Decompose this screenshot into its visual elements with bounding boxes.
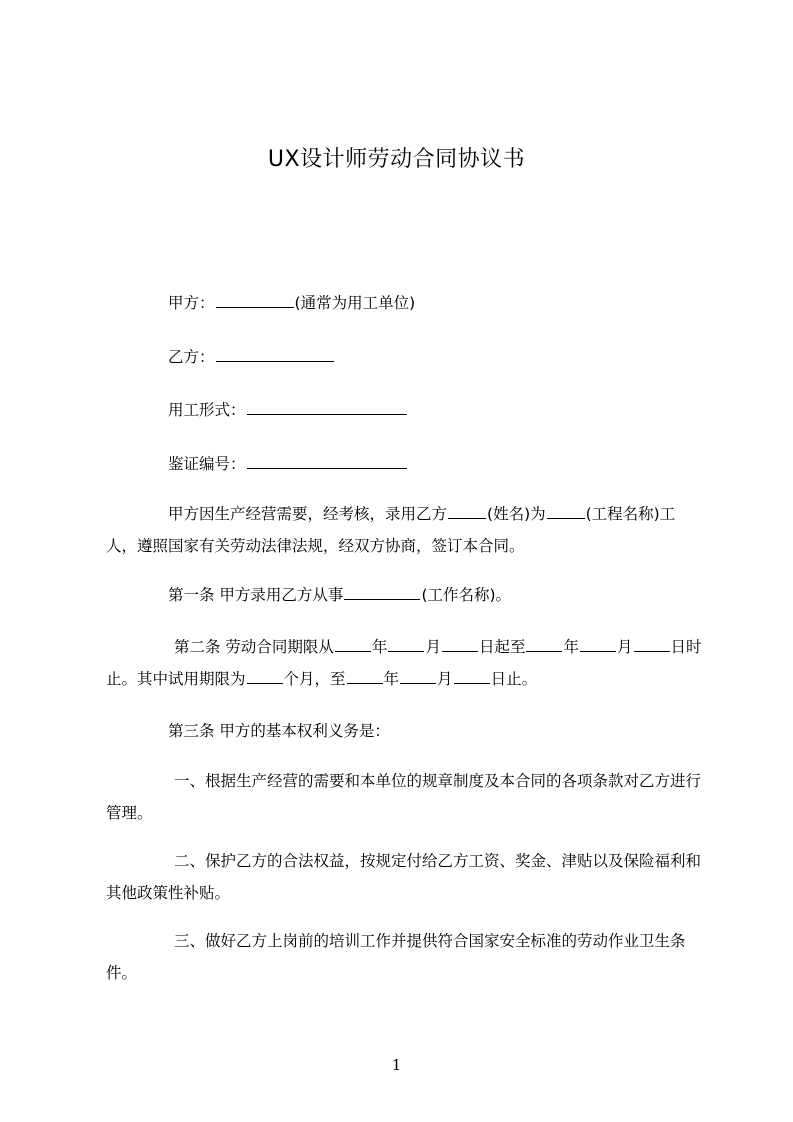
- certification-no-field: [168, 452, 408, 474]
- probation-end-day-blank[interactable]: [454, 668, 490, 684]
- page-number: 1: [391, 1056, 402, 1074]
- intro-text-1: 甲方因生产经营需要，经考核，录用乙方: [168, 505, 448, 523]
- party-b-blank[interactable]: [216, 346, 334, 362]
- article-2-text-10: 月: [437, 670, 453, 688]
- party-b-label: 乙方：: [168, 348, 215, 366]
- article-2-text-9: 年: [383, 670, 400, 688]
- party-a-note: (通常为用工单位): [294, 294, 416, 312]
- certification-no-blank[interactable]: [247, 453, 407, 469]
- article-2-text-5: 年: [563, 638, 579, 656]
- article-1: [168, 583, 511, 605]
- employee-name-blank[interactable]: [448, 503, 486, 519]
- employment-form-label: 用工形式：: [168, 401, 246, 419]
- probation-end-year-blank[interactable]: [347, 668, 383, 684]
- article-2-text-6: 月: [617, 638, 633, 656]
- document-title: UX设计师劳动合同协议书: [267, 147, 526, 172]
- article-2-text-4: 日起至: [478, 638, 526, 656]
- article-1-note: (工作名称)。: [421, 586, 512, 604]
- employment-form-field: [168, 398, 408, 420]
- end-day-blank[interactable]: [634, 636, 670, 652]
- article-2-text-2: 年: [371, 638, 388, 656]
- end-year-blank[interactable]: [526, 636, 562, 652]
- party-b-field: [168, 345, 335, 367]
- start-month-blank[interactable]: [388, 636, 424, 652]
- probation-months-blank[interactable]: [247, 668, 283, 684]
- article-3-item-2: 二、保护乙方的合法权益，按规定付给乙方工资、奖金、津贴以及保险福利和其他政策性补贴。: [106, 852, 702, 902]
- article-2: [106, 631, 702, 695]
- article-2-text-8: 个月，至: [283, 670, 346, 688]
- article-2-text-7: 日时止。其中试用期限为: [106, 638, 702, 688]
- project-name-blank[interactable]: [547, 503, 585, 519]
- employment-form-blank[interactable]: [247, 399, 407, 415]
- article-3-item-3: 三、做好乙方上岗前的培训工作并提供符合国家安全标准的劳动作业卫生条件。: [106, 932, 686, 982]
- article-3-heading: 第三条 甲方的基本权利义务是：: [168, 722, 390, 740]
- article-3-item-1: 一、根据生产经营的需要和本单位的规章制度及本合同的各项条款对乙方进行管理。: [106, 772, 702, 822]
- party-a-blank[interactable]: [216, 292, 294, 308]
- job-name-blank[interactable]: [344, 584, 420, 600]
- start-day-blank[interactable]: [442, 636, 478, 652]
- start-year-blank[interactable]: [335, 636, 371, 652]
- party-a-field: [168, 291, 415, 313]
- probation-end-month-blank[interactable]: [400, 668, 436, 684]
- party-a-label: 甲方：: [168, 294, 215, 312]
- intro-text-2: (姓名)为: [487, 505, 546, 523]
- article-1-text: 第一条 甲方录用乙方从事: [168, 586, 344, 604]
- article-2-text-1: 第二条 劳动合同期限从: [174, 638, 334, 656]
- intro-paragraph: [106, 498, 702, 562]
- article-2-text-11: 日止。: [490, 670, 538, 688]
- intro-text-3: (工程名称)工人，遵照国家有关劳动法律法规，经双方协商，签订本合同。: [106, 505, 676, 555]
- article-2-text-3: 月: [425, 638, 441, 656]
- end-month-blank[interactable]: [580, 636, 616, 652]
- certification-no-label: 鉴证编号：: [168, 455, 246, 473]
